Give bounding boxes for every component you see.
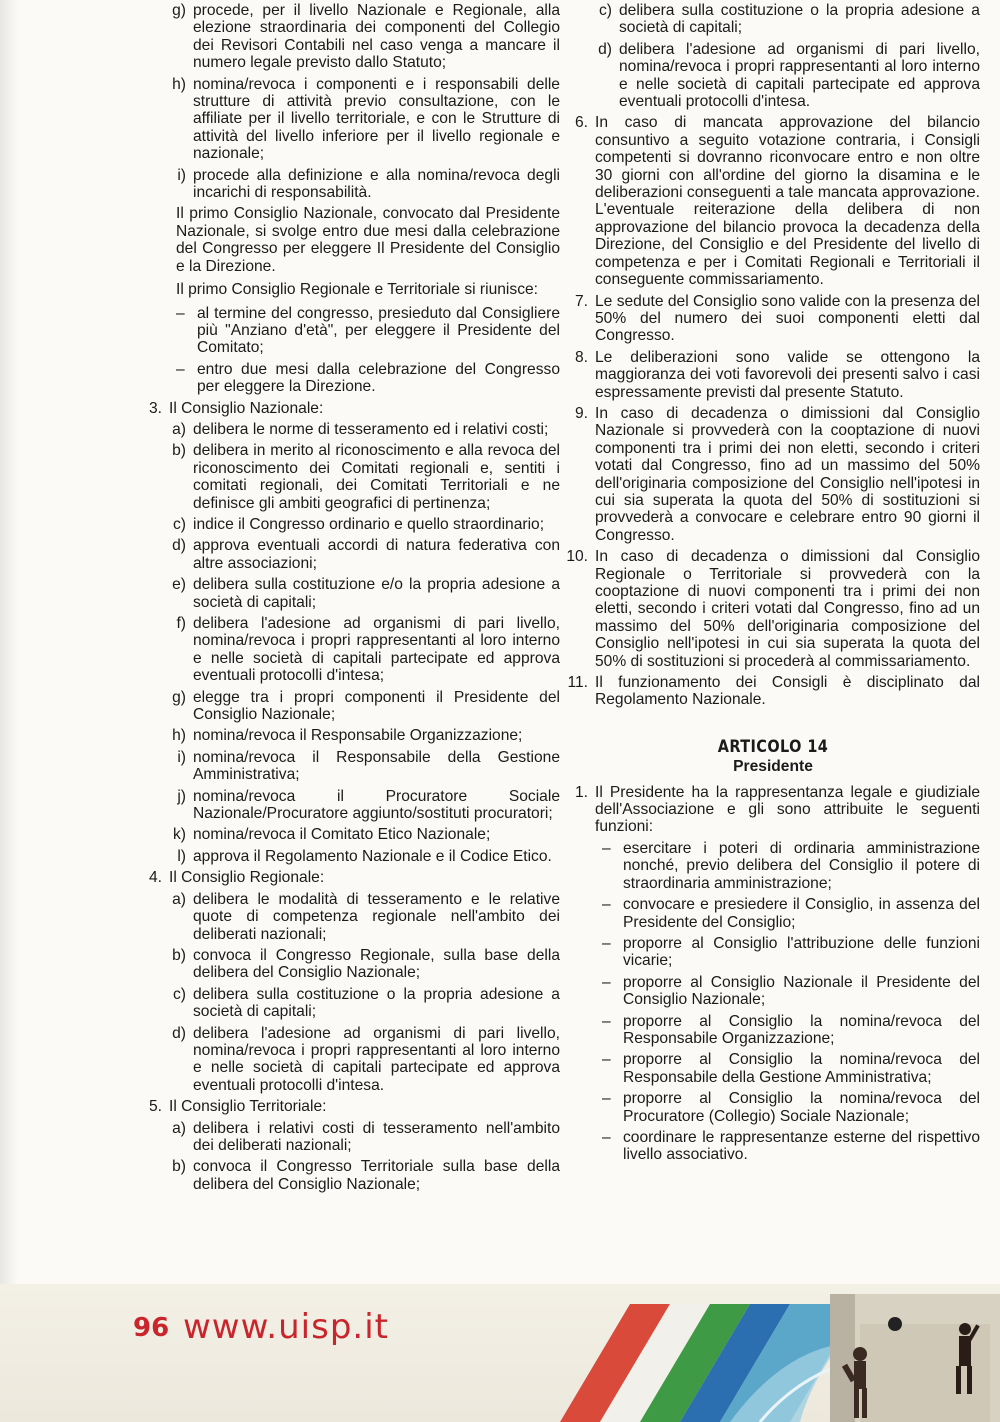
- left-column: [140, 2, 560, 1197]
- list-marker: b): [172, 946, 186, 964]
- numbered-item: [566, 674, 980, 709]
- list-marker: 1.: [574, 783, 588, 801]
- dash-item: [602, 896, 980, 931]
- article-subtitle: Presidente: [733, 758, 813, 776]
- list-text: Il funzionamento dei Consigli è disciplinato dal Regolamento Nazionale.: [595, 674, 980, 709]
- list-marker: –: [602, 1090, 611, 1108]
- list-text: convocare e presiedere il Consiglio, in assenza del Presidente del Consiglio;: [623, 896, 980, 931]
- footer-graphic-illustration: [560, 1284, 1000, 1422]
- list-marker: a): [172, 890, 186, 908]
- list-marker: c): [173, 985, 186, 1003]
- list-text: esercitare i poteri di ordinaria amministrazione nonché, previo delibera del Consiglio il potere di straordinaria amministrazione;: [623, 839, 980, 892]
- list-marker: d): [172, 1024, 186, 1042]
- section-heading-regional-council: [140, 869, 560, 886]
- list-marker: b): [172, 442, 186, 460]
- list-item: [166, 442, 560, 512]
- list-text: proporre al Consiglio la nomina/revoca del Procuratore (Collegio) Sociale Nazionale;: [623, 1090, 980, 1125]
- list-marker: –: [602, 1128, 611, 1146]
- dash-item: [602, 1051, 980, 1086]
- list-marker: 6.: [574, 114, 588, 132]
- list-text: delibera l'adesione ad organismi di pari livello, nomina/revoca i propri rappresentanti al loro interno e nelle società di capitali partecipate ed approva eventuali protocolli d'intesa.: [193, 1024, 560, 1094]
- list-item: [166, 167, 560, 202]
- section-heading-national-council: [140, 400, 560, 417]
- list-item: [166, 421, 560, 438]
- numbered-item: [566, 548, 980, 670]
- list-marker: –: [602, 973, 611, 991]
- list-text: delibera sulla costituzione o la propria adesione a società di capitali;: [193, 985, 560, 1021]
- list-text: Il Presidente ha la rappresentanza legale e giudiziale dell'Associazione e gli sono attribuite le seguenti funzioni:: [595, 783, 980, 836]
- list-text: nomina/revoca i componenti e i responsabili delle strutture di attività previo consultazione, con le affiliate per il livello territoriale, e con le Strutture di attività del livello inferiore per il livello regionale e nazionale;: [193, 75, 560, 163]
- website-link[interactable]: www.uisp.it: [183, 1307, 389, 1347]
- list-text: al termine del congresso, presieduto dal Consigliere più "Anziano d'età", per eleggere il Presidente del Comitato;: [197, 304, 560, 357]
- list-marker: i): [177, 748, 186, 766]
- list-text: Le sedute del Consiglio sono valide con la presenza del 50% del numero dei suoi componenti eletti dal Congresso.: [595, 292, 980, 345]
- list-text: proporre al Consiglio la nomina/revoca del Responsabile Organizzazione;: [623, 1012, 980, 1047]
- list-text: procede alla definizione e alla nomina/revoca degli incarichi di responsabilità.: [193, 166, 560, 202]
- dash-item: [602, 1090, 980, 1125]
- list-marker: –: [602, 1012, 611, 1030]
- list-marker: 7.: [574, 292, 588, 310]
- list-marker: 9.: [574, 404, 588, 422]
- list-item: [166, 826, 560, 843]
- list-marker: g): [172, 688, 186, 706]
- list-marker: 4.: [148, 869, 162, 887]
- list-text: approva il Regolamento Nazionale e il Codice Etico.: [193, 847, 552, 865]
- article-heading: [566, 736, 980, 776]
- list-text: elegge tra i propri componenti il Presidente del Consiglio Nazionale;: [193, 688, 560, 724]
- dash-item: [602, 1129, 980, 1164]
- list-text: proporre al Consiglio l'attribuzione delle funzioni vicarie;: [623, 934, 980, 970]
- list-item: [166, 1120, 560, 1155]
- list-item: [166, 516, 560, 533]
- list-text: delibera l'adesione ad organismi di pari livello, nomina/revoca i propri rappresentanti al loro interno e nelle società di capitali partecipate ed approva eventuali protocolli d'intesa;: [193, 615, 560, 685]
- list-marker: c): [173, 515, 186, 533]
- list-marker: a): [172, 1119, 186, 1137]
- list-item: [166, 986, 560, 1021]
- page-number: 96: [133, 1313, 170, 1343]
- paragraph-first-national-council: Il primo Consiglio Nazionale, convocato dal Presidente Nazionale, si svolge entro due mesi dalla celebrazione del Congresso per eleggere Il Presidente del Consiglio e la Direzione.: [176, 205, 560, 275]
- right-column: [566, 2, 980, 1168]
- dash-item: [602, 1013, 980, 1048]
- list-text: Il Consiglio Territoriale:: [169, 1098, 327, 1116]
- list-item: [166, 576, 560, 611]
- list-marker: h): [172, 75, 186, 93]
- list-text: Il Consiglio Regionale:: [169, 869, 325, 887]
- numbered-item: [566, 114, 980, 288]
- binding-shadow: [0, 0, 18, 1422]
- list-marker: a): [172, 420, 186, 438]
- dash-item: [176, 361, 560, 396]
- dash-item: [602, 935, 980, 970]
- list-marker: l): [177, 847, 186, 865]
- dash-item: [602, 840, 980, 892]
- list-marker: f): [176, 615, 186, 632]
- numbered-item: [566, 784, 980, 836]
- list-text: In caso di decadenza o dimissioni dal Consiglio Nazionale si provvederà con la cooptazione di nuovi componenti tra i primi dei non eletti, secondo i criteri votati dal Congresso, fino ad un massimo del 50% dell'originaria composizione del Consiglio nell'ipotesi in cui sia superata la quota del 50% di sostituzioni si provvederà a convocare e celebrare entro 90 giorni il Congresso.: [595, 404, 980, 544]
- numbered-item: [566, 349, 980, 401]
- list-text: proporre al Consiglio la nomina/revoca del Responsabile della Gestione Amministrativa;: [623, 1051, 980, 1086]
- list-marker: 5.: [148, 1098, 162, 1116]
- list-item: [166, 727, 560, 744]
- list-marker: d): [172, 537, 186, 555]
- list-marker: c): [599, 2, 612, 19]
- list-text: convoca il Congresso Regionale, sulla base della delibera del Consiglio Nazionale;: [193, 946, 560, 982]
- list-marker: 8.: [574, 348, 588, 366]
- stripes-graphic: [560, 1304, 860, 1422]
- list-marker: d): [598, 40, 612, 58]
- list-marker: 3.: [148, 399, 162, 417]
- list-item: [166, 537, 560, 572]
- list-marker: –: [602, 839, 611, 857]
- list-marker: –: [602, 1051, 611, 1069]
- numbered-item: [566, 405, 980, 544]
- list-text: approva eventuali accordi di natura federativa con altre associazioni;: [193, 537, 560, 572]
- list-marker: 10.: [566, 548, 588, 566]
- list-item: [166, 615, 560, 685]
- list-text: delibera sulla costituzione e/o la propria adesione a società di capitali;: [193, 576, 560, 611]
- list-marker: –: [602, 934, 611, 952]
- list-text: In caso di mancata approvazione del bilancio consuntivo a seguito votazione contraria, i Consigli competenti si dovranno riconvocare entro e non oltre 30 giorni con all'ordine del giorno la disamina e le deliberazioni conseguenti a tale mancata approvazione. L'eventuale reiterazione della delibera di non approvazione del bilancio provoca la decadenza della Direzione, del Consiglio e del Presidente del livello di competenza e per i Comitati Regionali e Territoriali il conseguente commissariamento.: [595, 114, 980, 289]
- list-item: [166, 689, 560, 724]
- ball-icon: [888, 1317, 902, 1331]
- dash-item: [602, 974, 980, 1009]
- list-marker: b): [172, 1158, 186, 1176]
- list-text: proporre al Consiglio Nazionale il Presidente del Consiglio Nazionale;: [623, 973, 980, 1009]
- list-text: delibera sulla costituzione o la propria adesione a società di capitali;: [619, 2, 980, 37]
- list-item: [166, 848, 560, 865]
- list-marker: i): [177, 166, 186, 184]
- list-text: delibera le norme di tesseramento ed i relativi costi;: [193, 420, 549, 438]
- list-marker: –: [602, 896, 611, 914]
- list-item: [592, 2, 980, 37]
- list-marker: 11.: [567, 674, 588, 692]
- list-item: [166, 891, 560, 943]
- list-item: [166, 1158, 560, 1193]
- list-item: [166, 76, 560, 163]
- list-marker: –: [176, 360, 185, 378]
- list-text: delibera l'adesione ad organismi di pari livello, nomina/revoca i propri rappresentanti al loro interno e nelle società di capitali partecipate ed approva eventuali protocolli d'intesa.: [619, 40, 980, 111]
- article-title: ARTICOLO 14: [717, 736, 829, 757]
- list-marker: –: [176, 304, 185, 322]
- list-text: nomina/revoca il Comitato Etico Nazionale;: [193, 826, 491, 844]
- dash-item: [176, 305, 560, 357]
- list-text: In caso di decadenza o dimissioni dal Consiglio Regionale o Territoriale si provvederà con la cooptazione di nuovi componenti tra i primi dei non eletti, secondo i criteri votati dal Congresso, fino ad un massimo del 50% dell'originaria composizione del Consiglio nell'ipotesi in cui sia superata la quota del 50% di sostituzioni si procederà al commissariamento.: [595, 548, 980, 670]
- list-text: entro due mesi dalla celebrazione del Congresso per eleggere la Direzione.: [197, 360, 560, 396]
- list-text: convoca il Congresso Territoriale sulla base della delibera del Consiglio Nazionale;: [193, 1158, 560, 1193]
- list-item: [166, 1025, 560, 1095]
- list-item: [166, 788, 560, 823]
- list-marker: h): [172, 727, 186, 745]
- list-marker: e): [172, 576, 186, 594]
- section-heading-territorial-council: [140, 1098, 560, 1115]
- numbered-item: [566, 293, 980, 345]
- list-marker: j): [177, 787, 186, 805]
- list-text: coordinare le rappresentanze esterne del rispettivo livello associativo.: [623, 1128, 980, 1164]
- list-item: [166, 749, 560, 784]
- list-item: [166, 2, 560, 72]
- list-marker: k): [173, 826, 186, 844]
- list-text: nomina/revoca il Procuratore Sociale Nazionale/Procuratore aggiunto/sostituti procuratori;: [193, 787, 560, 823]
- list-text: Il Consiglio Nazionale:: [169, 399, 324, 417]
- list-text: nomina/revoca il Responsabile Organizzazione;: [193, 727, 523, 745]
- list-item: [166, 947, 560, 982]
- list-text: procede, per il livello Nazionale e Regionale, alla elezione straordinaria dei componenti del Collegio dei Revisori Contabili nel caso venga a mancare il numero legale previsto dallo Statuto;: [193, 2, 560, 72]
- list-text: delibera i relativi costi di tesseramento nell'ambito dei deliberati nazionali;: [193, 1119, 560, 1154]
- list-marker: g): [172, 2, 186, 19]
- list-text: delibera in merito al riconoscimento e alla revoca del riconoscimento dei Comitati regionali e, sentiti i comitati regionali, dei Comitati Territoriali e ne definisce gli ambiti geografici di pertinenza;: [193, 442, 560, 512]
- list-text: Le deliberazioni sono valide se ottengono la maggioranza dei voti favorevoli dei presenti salvo i casi espressamente previsti dal presente Statuto.: [595, 348, 980, 401]
- list-text: nomina/revoca il Responsabile della Gestione Amministrativa;: [193, 748, 560, 784]
- list-item: [592, 41, 980, 111]
- list-text: indice il Congresso ordinario e quello straordinario;: [193, 515, 545, 533]
- list-text: delibera le modalità di tesseramento e le relative quote di competenza regionale nell'ambito dei deliberati nazionali;: [193, 890, 560, 943]
- paragraph-first-regional-council: Il primo Consiglio Regionale e Territoriale si riunisce:: [176, 281, 538, 299]
